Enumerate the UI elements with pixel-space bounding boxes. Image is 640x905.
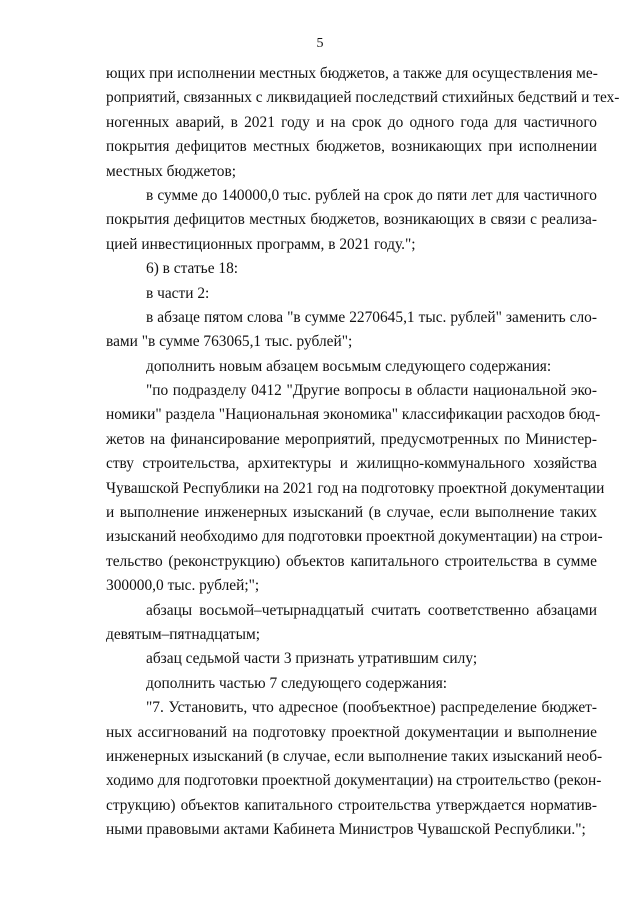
page-number: 5	[316, 36, 324, 51]
text-line: ству строительства, архитектуры и жилищно-коммунального хозяйства	[106, 455, 597, 473]
text-line: девятым–пятнадцатым;	[106, 625, 260, 643]
text-line: абзац седьмой части 3 признать утратившим силу;	[146, 650, 478, 668]
text-line: изысканий необходимо для подготовки проектной документации) на строи-	[106, 528, 603, 546]
text-line: "по подразделу 0412 "Другие вопросы в области национальной эко-	[146, 382, 597, 400]
text-line: в сумме до 140000,0 тыс. рублей на срок до пяти лет для частичного	[146, 186, 597, 204]
text-line: жетов на финансирование мероприятий, предусмотренных по Министер-	[106, 430, 597, 448]
text-line: местных бюджетов;	[106, 162, 237, 180]
text-line: покрытия дефицитов местных бюджетов, возникающих в связи с реализа-	[106, 211, 597, 229]
text-line: ногенных аварий, в 2021 году и на срок до одного года для частичного	[106, 113, 597, 131]
paragraph	[106, 257, 597, 281]
text-line: инженерных изысканий (в случае, если выполнение таких изысканий необ-	[106, 747, 603, 765]
text-line: и выполнение инженерных изысканий (в случае, если выполнение таких	[106, 504, 597, 522]
paragraph	[106, 184, 597, 257]
text-line: Чувашской Республики на 2021 год на подготовку проектной документации	[106, 479, 605, 497]
paragraph	[106, 355, 597, 379]
text-line: тельство (реконструкцию) объектов капитального строительства в сумме	[106, 552, 597, 570]
text-line: в абзаце пятом слова "в сумме 2270645,1 тыс. рублей" заменить сло-	[146, 308, 597, 326]
paragraph	[106, 672, 597, 696]
text-line: ходимо для подготовки проектной документации) на строительство (рекон-	[106, 772, 602, 790]
paragraph	[106, 599, 597, 648]
text-line: дополнить новым абзацем восьмым следующего содержания:	[146, 357, 552, 375]
text-line: номики" раздела "Национальная экономика" классификации расходов бюд-	[106, 406, 601, 424]
paragraph	[106, 306, 597, 355]
text-line: цией инвестиционных программ, в 2021 году.";	[106, 235, 416, 253]
document-body	[106, 62, 620, 843]
text-line: вами "в сумме 763065,1 тыс. рублей";	[106, 333, 353, 351]
text-line: ющих при исполнении местных бюджетов, а также для осуществления ме-	[106, 65, 598, 82]
text-line: струкцию) объектов капитального строительства утверждается норматив-	[106, 796, 597, 814]
paragraph	[106, 696, 603, 842]
text-line: 6) в статье 18:	[146, 260, 239, 278]
text-line: в части 2:	[146, 284, 210, 302]
text-line: покрытия дефицитов местных бюджетов, возникающих при исполнении	[106, 138, 597, 156]
paragraph	[106, 62, 620, 184]
text-line: дополнить частью 7 следующего содержания:	[146, 674, 448, 692]
text-line: абзацы восьмой–четырнадцатый считать соответственно абзацами	[146, 601, 597, 619]
text-line: ными правовыми актами Кабинета Министров Чувашской Республики.";	[106, 821, 586, 839]
text-line: 300000,0 тыс. рублей;";	[106, 577, 260, 595]
text-line: "7. Установить, что адресное (пообъектное) распределение бюджет-	[146, 699, 597, 717]
paragraph	[106, 282, 597, 306]
paragraph	[106, 379, 605, 599]
text-line: роприятий, связанных с ликвидацией последствий стихийных бедствий и тех-	[106, 89, 620, 107]
text-line: ных ассигнований на подготовку проектной документации и выполнение	[106, 723, 597, 741]
paragraph	[106, 647, 597, 671]
